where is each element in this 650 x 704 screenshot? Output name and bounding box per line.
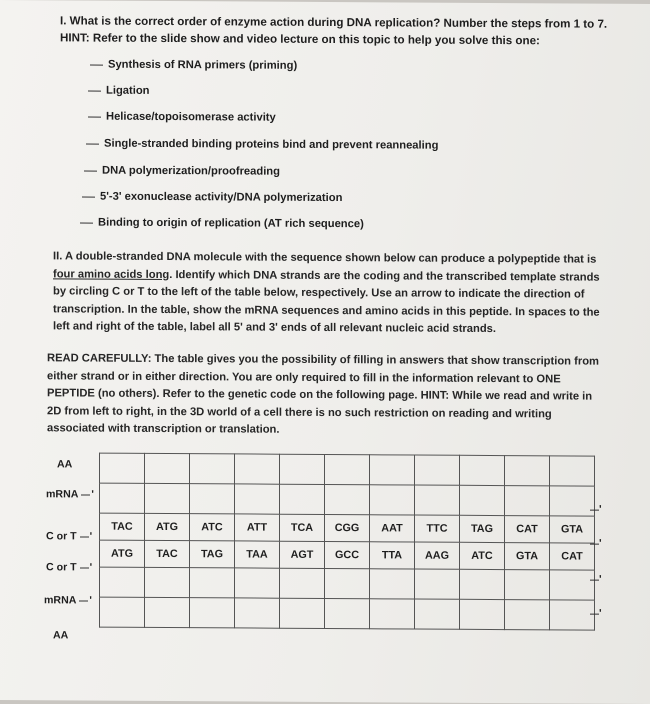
answer-blank[interactable]: [88, 91, 101, 92]
codon-cell: ATG: [145, 513, 190, 540]
table-row-strand-two: [100, 540, 595, 570]
table-row-aa-top: [100, 453, 595, 486]
table-cell[interactable]: [550, 456, 595, 486]
answer-blank[interactable]: [84, 171, 97, 172]
codon-cell: TAC: [145, 540, 190, 567]
answer-blank[interactable]: [86, 144, 99, 145]
codon-cell: ATC: [190, 514, 235, 541]
table-cell[interactable]: [325, 454, 370, 484]
codon-cell: TCA: [280, 514, 325, 541]
table-cell[interactable]: [145, 483, 190, 513]
table-cell[interactable]: [100, 597, 145, 627]
row-label-strand-two[interactable]: C or T ': [46, 561, 93, 574]
table-cell[interactable]: [415, 455, 460, 485]
table-cell[interactable]: [550, 486, 595, 516]
step-list: [80, 58, 600, 231]
table-cell[interactable]: [550, 600, 595, 630]
question-one: [60, 12, 620, 49]
table-cell[interactable]: [550, 570, 595, 600]
table-cell[interactable]: [460, 485, 505, 515]
codon-cell: ATC: [460, 542, 505, 569]
table-cell[interactable]: [145, 597, 190, 627]
step-item: 5'-3' exonuclease activity/DNA polymerization: [82, 191, 342, 205]
end-blank[interactable]: [79, 600, 88, 601]
table-cell[interactable]: [460, 599, 505, 629]
row-label-aa-top: AA: [57, 458, 73, 471]
codon-cell: AGT: [280, 541, 325, 568]
answer-blank[interactable]: [88, 117, 101, 118]
table-cell[interactable]: [235, 484, 280, 514]
table-cell[interactable]: [100, 483, 145, 513]
table-cell[interactable]: [370, 569, 415, 599]
table-cell[interactable]: [415, 569, 460, 599]
codon-cell: TAG: [190, 541, 235, 568]
table-cell[interactable]: [145, 453, 190, 483]
table-row-aa-bottom: [100, 597, 595, 630]
table-cell[interactable]: [325, 598, 370, 628]
answer-blank[interactable]: [82, 197, 95, 198]
codon-cell: AAG: [415, 542, 460, 569]
right-end-mark-strand-two[interactable]: ': [590, 574, 602, 586]
table-cell[interactable]: [235, 454, 280, 484]
table-cell[interactable]: [280, 568, 325, 598]
table-cell[interactable]: [235, 598, 280, 628]
table-cell[interactable]: [325, 484, 370, 514]
question-one-hint: HINT: Refer to the slide show and video lecture on this topic to help you solve this one:: [60, 31, 540, 48]
read-carefully-paragraph: READ CAREFULLY: The table gives you the possibility of filling in answers that show transcription from either strand or in either direction. You are only required to fill in the information relevant to ONE PEPTIDE (no others). Refer to the genetic code on the following page. HINT: While we read and write in 2D from left to right, in the 3D world of a cell there is no such restriction on reading and writing associated with transcription or translation.: [47, 352, 599, 437]
step-item: Binding to origin of replication (AT rich sequence): [80, 216, 364, 230]
table-cell[interactable]: [190, 454, 235, 484]
table-cell[interactable]: [415, 485, 460, 515]
codon-cell: ATT: [235, 514, 280, 541]
codon-cell: CAT: [505, 516, 550, 543]
underlined-phrase: four amino acids long: [53, 267, 170, 281]
answer-blank[interactable]: [90, 65, 103, 66]
step-item: DNA polymerization/proofreading: [84, 165, 280, 178]
table-cell[interactable]: [370, 599, 415, 629]
question-two: II. A double-stranded DNA molecule with the sequence shown below can produce a polypeptide that is four amino acids long. Identify which DNA strands are the coding and the transcribed template strands by circling C or T to the left of the table below, respectively. Use an arrow to indicate the direction of transcription. In the table, show the mRNA sequences and amino acids in this peptide. In spaces to the left and right of the table, label all 5' and 3' ends of all relevant nucleic acid strands.: [53, 250, 600, 336]
table-cell[interactable]: [460, 569, 505, 599]
step-item: Single-stranded binding proteins bind and prevent reannealing: [86, 138, 438, 152]
row-label-strand-one[interactable]: C or T ': [46, 530, 93, 543]
table-row-mrna-bottom: [100, 567, 595, 600]
codon-cell: TAA: [235, 541, 280, 568]
codon-cell: TAG: [460, 515, 505, 542]
right-end-mark-mrna-top[interactable]: ': [590, 504, 602, 516]
table-cell[interactable]: [280, 454, 325, 484]
end-blank[interactable]: [80, 567, 89, 568]
table-cell[interactable]: [370, 485, 415, 515]
table-cell[interactable]: [235, 568, 280, 598]
codon-cell: AAT: [370, 515, 415, 542]
codon-cell: TTA: [370, 542, 415, 569]
codon-cell: ATG: [100, 540, 145, 567]
row-label-aa-bottom: AA: [53, 629, 69, 642]
table-cell[interactable]: [505, 570, 550, 600]
table-cell[interactable]: [190, 568, 235, 598]
codon-cell: CAT: [550, 543, 595, 570]
row-label-mrna-top: mRNA ': [46, 488, 94, 501]
table-cell[interactable]: [505, 456, 550, 486]
table-cell[interactable]: [190, 598, 235, 628]
step-item: Helicase/topoisomerase activity: [88, 111, 276, 124]
table-cell[interactable]: [190, 484, 235, 514]
table-cell[interactable]: [415, 599, 460, 629]
end-blank[interactable]: [81, 494, 90, 495]
table-cell[interactable]: [280, 484, 325, 514]
question-one-text: I. What is the correct order of enzyme action during DNA replication? Number the steps from 1 to 7.: [60, 14, 608, 31]
row-label-mrna-bottom: mRNA ': [44, 594, 92, 607]
table-row-strand-one: [100, 513, 595, 543]
step-item: Ligation: [88, 85, 150, 97]
right-end-mark-mrna-bottom[interactable]: ': [590, 608, 602, 620]
codon-cell: GTA: [550, 516, 595, 543]
table-cell[interactable]: [370, 455, 415, 485]
table-cell[interactable]: [100, 567, 145, 597]
dna-table: [99, 453, 595, 631]
table-row-mrna-top: [100, 483, 595, 516]
codon-cell: GCC: [325, 541, 370, 568]
table-cell[interactable]: [505, 600, 550, 630]
table-cell[interactable]: [505, 486, 550, 516]
codon-cell: TAC: [100, 513, 145, 540]
step-item: Synthesis of RNA primers (priming): [90, 59, 297, 72]
codon-cell: TTC: [415, 515, 460, 542]
table-cell[interactable]: [280, 598, 325, 628]
codon-cell: GTA: [505, 543, 550, 570]
codon-cell: CGG: [325, 514, 370, 541]
table-cell[interactable]: [460, 455, 505, 485]
table-cell[interactable]: [100, 453, 145, 483]
table-cell[interactable]: [145, 567, 190, 597]
end-blank[interactable]: [80, 536, 89, 537]
right-end-mark-strand-one[interactable]: ': [590, 538, 602, 550]
answer-blank[interactable]: [80, 222, 93, 223]
table-cell[interactable]: [325, 568, 370, 598]
